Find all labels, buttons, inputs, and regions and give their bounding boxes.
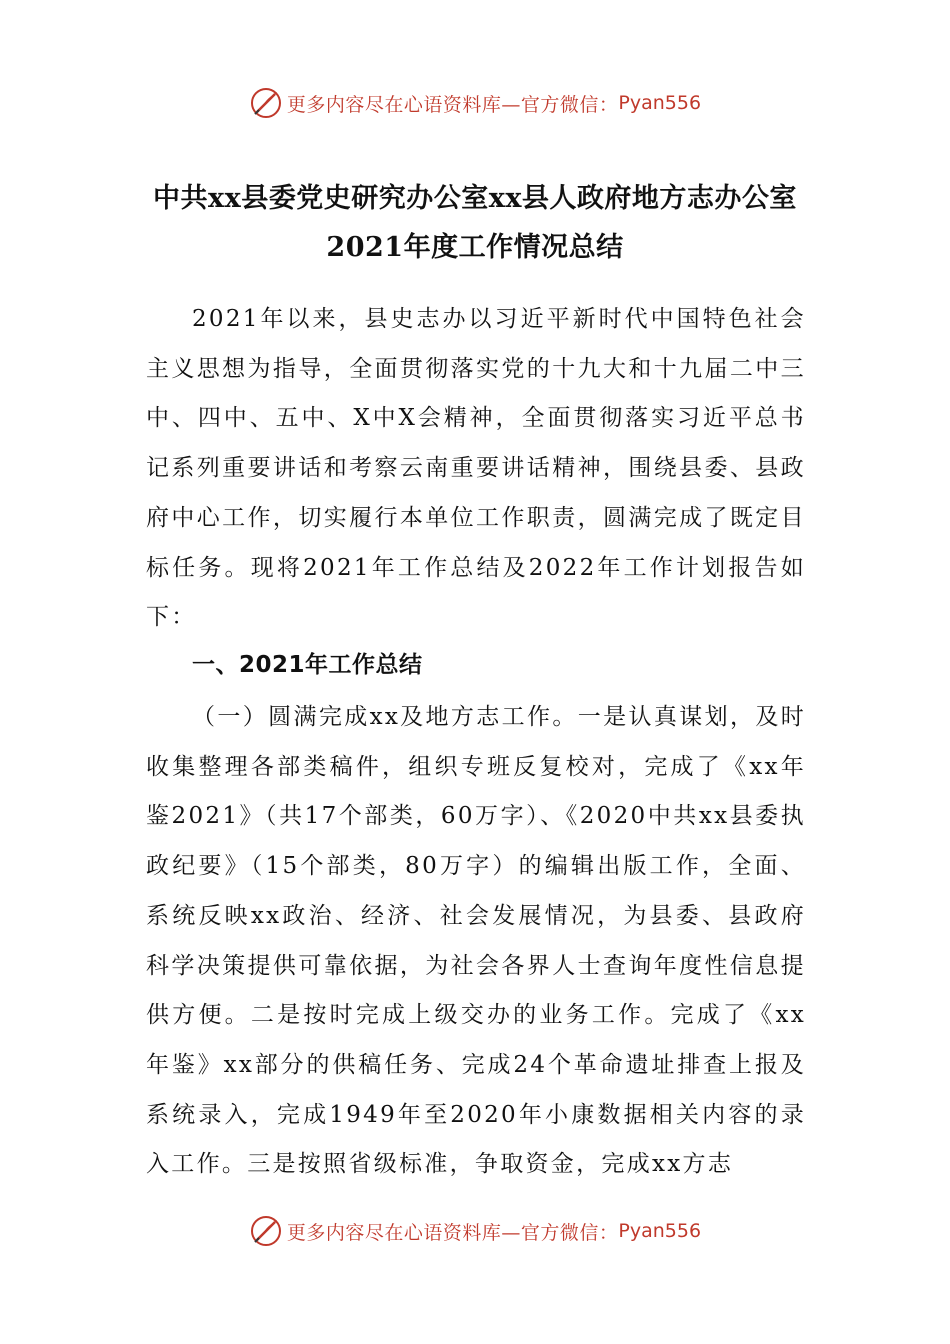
quill-logo-icon: [249, 86, 283, 120]
watermark-banner-top: [0, 78, 950, 128]
section-heading: 一、2021年工作总结: [192, 652, 423, 678]
watermark-banner-bottom: [0, 1206, 950, 1256]
watermark-text: 更多内容尽在心语资料库—官方微信：: [286, 93, 619, 116]
document-title-line1: 中共xx县委党史研究办公室xx县人政府地方志办公室: [153, 183, 797, 214]
section-paragraph: （一）圆满完成xx及地方志工作。一是认真谋划，及时收集整理各部类稿件，组织专班反复校对，完成了《xx年鉴2021》（共17个部类，60万字）、《2020中共xx县委执政纪要》（15个部类，80万字）的编辑出版工作，全面、系统反映xx政治、经济、社会发展情况，为县委、县政府科学决策提供可靠依据，为社会各界人士查询年度性信息提供方便。二是按时完成上级交办的业务工作。完成了《xx年鉴》xx部分的供稿任务、完成24个革命遗址排查上报及系统录入，完成1949年至2020年小康数据相关内容的录入工作。三是按照省级标准，争取资金，完成xx方志: [146, 704, 806, 1178]
intro-paragraph: 2021年以来，县史志办以习近平新时代中国特色社会主义思想为指导，全面贯彻落实党的十九大和十九届二中三中、四中、五中、X中X会精神，全面贯彻落实习近平总书记系列重要讲话和考察云南重要讲话精神，围绕县委、县政府中心工作，切实履行本单位工作职责，圆满完成了既定目标任务。现将2021年工作总结及2022年工作计划报告如下：: [146, 306, 806, 631]
document-title-line2: 2021年度工作情况总结: [326, 232, 624, 263]
watermark-wechat-id: Pyan556: [618, 92, 702, 114]
watermark-text: 更多内容尽在心语资料库—官方微信：: [286, 1221, 619, 1244]
watermark-wechat-id: Pyan556: [618, 1220, 702, 1242]
quill-logo-icon: [249, 1214, 283, 1248]
